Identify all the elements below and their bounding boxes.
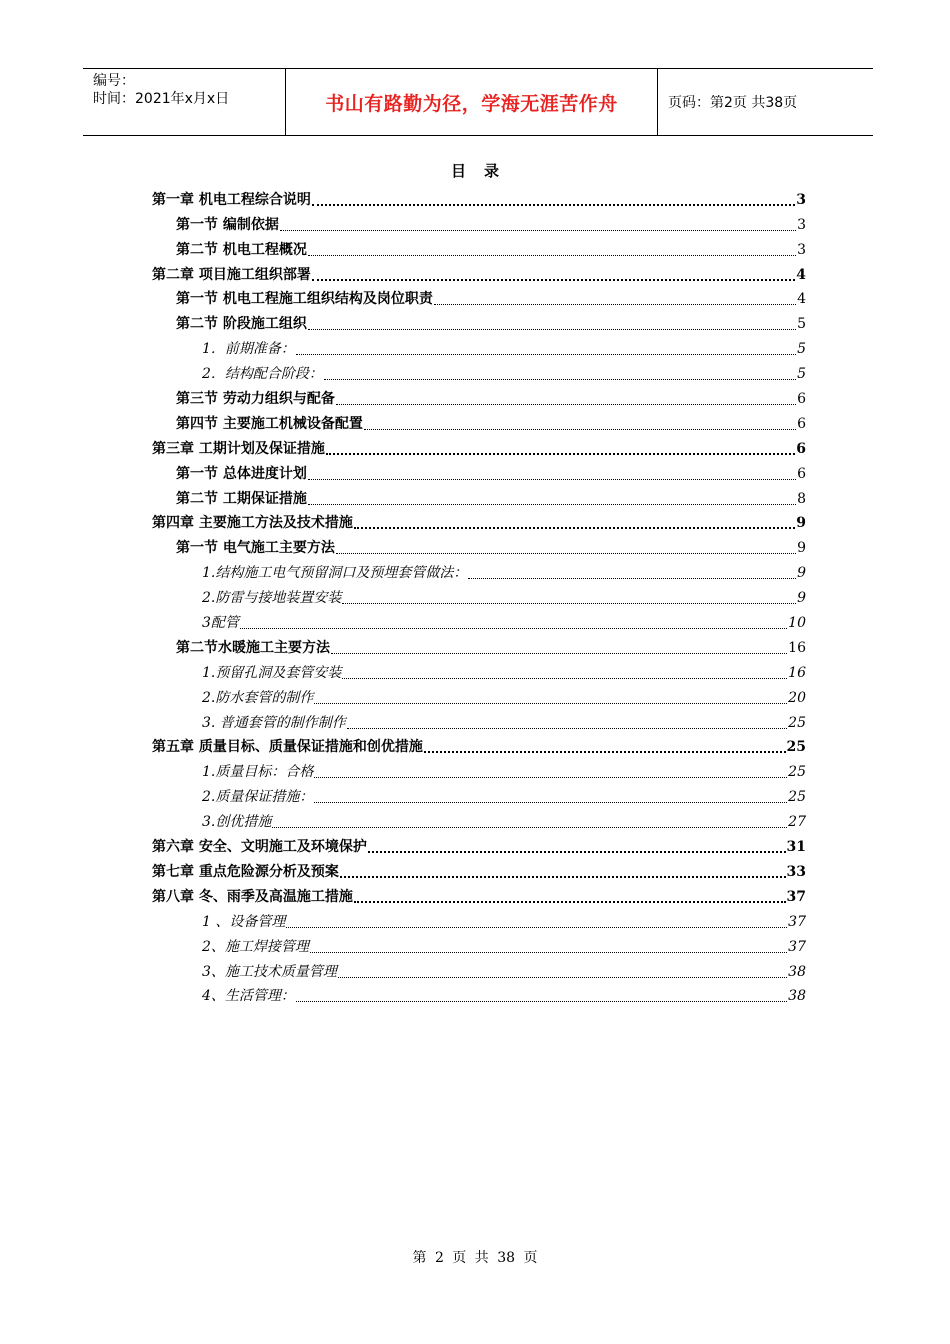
toc-entry-page: 16 bbox=[788, 664, 806, 681]
toc-entry[interactable] bbox=[152, 582, 806, 607]
toc-leader-dots bbox=[324, 378, 796, 380]
toc-leader-dots bbox=[424, 750, 786, 753]
toc-leader-dots bbox=[308, 254, 796, 256]
toc-entry-page: 20 bbox=[788, 689, 806, 706]
toc-entry-label: 第五章 质量目标、质量保证措施和创优措施 bbox=[152, 739, 423, 756]
toc-leader-dots bbox=[308, 503, 796, 505]
toc-entry-label: 第四节 主要施工机械设备配置 bbox=[176, 415, 363, 432]
toc-entry[interactable] bbox=[152, 981, 806, 1006]
toc-leader-dots bbox=[368, 850, 786, 853]
toc-leader-dots bbox=[342, 602, 796, 604]
toc-entry[interactable] bbox=[152, 308, 806, 333]
toc-entry-label: 第六章 安全、文明施工及环境保护 bbox=[152, 839, 367, 856]
toc-entry-page: 5 bbox=[797, 316, 806, 333]
header-meta bbox=[83, 69, 285, 135]
toc-entry[interactable] bbox=[152, 259, 806, 284]
toc-entry-page: 25 bbox=[788, 764, 806, 781]
toc-leader-dots bbox=[336, 552, 796, 554]
toc-entry-label: 第二节 工期保证措施 bbox=[176, 490, 307, 507]
toc-leader-dots bbox=[296, 1000, 787, 1002]
toc-entry[interactable] bbox=[152, 532, 806, 557]
toc-entry[interactable] bbox=[152, 607, 806, 632]
toc-leader-dots bbox=[286, 926, 787, 928]
toc-entry-label: 第二章 项目施工组织部署 bbox=[152, 266, 311, 283]
toc-entry-page: 6 bbox=[797, 391, 806, 408]
toc-entry[interactable] bbox=[152, 931, 806, 956]
header-number-label: 编号： bbox=[93, 73, 135, 89]
toc-entry-page: 4 bbox=[797, 291, 806, 308]
toc-entry[interactable] bbox=[152, 483, 806, 508]
toc-entry-label: 第三节 劳动力组织与配备 bbox=[176, 391, 335, 408]
toc-entry[interactable] bbox=[152, 383, 806, 408]
toc-leader-dots bbox=[347, 727, 787, 729]
toc-leader-dots bbox=[280, 229, 796, 231]
toc-entry-label: 第二节 阶段施工组织 bbox=[176, 316, 307, 333]
toc-entry[interactable] bbox=[152, 682, 806, 707]
toc-entry-page: 25 bbox=[786, 739, 806, 756]
toc-entry-page: 3 bbox=[796, 191, 806, 208]
toc-entry-label: 第一节 机电工程施工组织结构及岗位职责 bbox=[176, 291, 433, 308]
toc-entry-page: 6 bbox=[796, 440, 806, 457]
toc-entry-page: 33 bbox=[786, 863, 806, 880]
toc-entry-label: 第二节 机电工程概况 bbox=[176, 241, 307, 258]
toc-entry-label: 2.防雷与接地装置安装 bbox=[202, 590, 342, 607]
toc-leader-dots bbox=[326, 452, 795, 455]
toc-entry[interactable] bbox=[152, 956, 806, 981]
toc-entry-page: 25 bbox=[788, 714, 806, 731]
toc-leader-dots bbox=[312, 203, 795, 206]
toc-entry-page: 6 bbox=[797, 415, 806, 432]
toc-entry[interactable] bbox=[152, 657, 806, 682]
toc-entry[interactable] bbox=[152, 856, 806, 881]
toc-entry-page: 8 bbox=[797, 490, 806, 507]
header-motto: 书山有路勤为径，学海无涯苦作舟 bbox=[285, 69, 658, 135]
toc-entry-page: 3 bbox=[797, 241, 806, 258]
toc-leader-dots bbox=[331, 652, 787, 654]
toc-leader-dots bbox=[296, 353, 796, 355]
header-page-label: 页码：第2页 共38页 bbox=[668, 95, 798, 111]
toc-entry-label: 第二节水暖施工主要方法 bbox=[176, 639, 330, 656]
toc-entry-page: 37 bbox=[788, 913, 806, 930]
toc-entry[interactable] bbox=[152, 508, 806, 533]
toc-entry[interactable] bbox=[152, 632, 806, 657]
toc-entry[interactable] bbox=[152, 433, 806, 458]
toc-leader-dots bbox=[272, 826, 787, 828]
toc-entry-label: 1.预留孔洞及套管安装 bbox=[202, 664, 342, 681]
toc-title: 目录 bbox=[450, 162, 517, 180]
toc-leader-dots bbox=[314, 801, 787, 803]
toc-entry-label: 2.质量保证措施： bbox=[202, 789, 314, 806]
toc-entry-label: 第三章 工期计划及保证措施 bbox=[152, 440, 325, 457]
toc-entry[interactable] bbox=[152, 732, 806, 757]
toc-entry[interactable] bbox=[152, 333, 806, 358]
toc-entry[interactable] bbox=[152, 209, 806, 234]
toc-entry-label: 3. 普通套管的制作制作 bbox=[202, 714, 346, 731]
toc-leader-dots bbox=[308, 328, 796, 330]
toc-entry-label: 3.创优措施 bbox=[202, 814, 272, 831]
toc-entry-page: 5 bbox=[797, 366, 806, 383]
toc-leader-dots bbox=[338, 976, 787, 978]
toc-entry[interactable] bbox=[152, 806, 806, 831]
toc-entry-label: 第一节 编制依据 bbox=[176, 216, 279, 233]
toc-entry-page: 38 bbox=[788, 988, 806, 1005]
toc-entry-label: 3配管 bbox=[202, 615, 239, 632]
toc-entry[interactable] bbox=[152, 458, 806, 483]
toc-leader-dots bbox=[240, 627, 787, 629]
header-time-label: 时间：2021年x月x日 bbox=[93, 91, 230, 107]
toc-entry[interactable] bbox=[152, 358, 806, 383]
toc-entry-page: 5 bbox=[797, 341, 806, 358]
toc-entry-page: 9 bbox=[797, 540, 806, 557]
toc-entry-page: 25 bbox=[788, 789, 806, 806]
toc-entry[interactable] bbox=[152, 906, 806, 931]
toc-entry-page: 6 bbox=[797, 465, 806, 482]
toc-leader-dots bbox=[310, 951, 787, 953]
toc-entry-label: 第一章 机电工程综合说明 bbox=[152, 191, 311, 208]
toc-leader-dots bbox=[342, 677, 787, 679]
toc-entry-label: 1.质量目标：合格 bbox=[202, 764, 314, 781]
toc-entry-label: 1 、设备管理 bbox=[202, 913, 286, 930]
toc-leader-dots bbox=[354, 900, 786, 903]
toc-leader-dots bbox=[354, 526, 795, 529]
toc-leader-dots bbox=[314, 776, 787, 778]
toc-entry-page: 37 bbox=[788, 938, 806, 955]
toc-entry-label: 3、施工技术质量管理 bbox=[202, 963, 337, 980]
table-of-contents bbox=[152, 184, 806, 1005]
toc-entry-page: 3 bbox=[797, 216, 806, 233]
page-footer: 第 2 页 共 38 页 bbox=[412, 1250, 538, 1266]
toc-leader-dots bbox=[468, 577, 796, 579]
toc-entry[interactable] bbox=[152, 284, 806, 309]
toc-leader-dots bbox=[434, 303, 796, 305]
toc-entry[interactable] bbox=[152, 756, 806, 781]
toc-entry-page: 9 bbox=[796, 515, 806, 532]
toc-entry[interactable] bbox=[152, 557, 806, 582]
toc-entry-page: 27 bbox=[788, 814, 806, 831]
toc-leader-dots bbox=[308, 478, 796, 480]
toc-leader-dots bbox=[314, 702, 787, 704]
toc-entry[interactable] bbox=[152, 707, 806, 732]
toc-entry-page: 38 bbox=[788, 963, 806, 980]
document-header bbox=[83, 68, 873, 136]
toc-entry-label: 第一节 电气施工主要方法 bbox=[176, 540, 335, 557]
toc-leader-dots bbox=[312, 278, 795, 281]
toc-entry-label: 2．结构配合阶段： bbox=[202, 366, 323, 383]
toc-entry-page: 16 bbox=[788, 639, 806, 656]
toc-entry-page: 10 bbox=[788, 615, 806, 632]
toc-entry-label: 4、生活管理： bbox=[202, 988, 295, 1005]
toc-entry[interactable] bbox=[152, 234, 806, 259]
toc-leader-dots bbox=[340, 875, 786, 878]
toc-entry-label: 2.防水套管的制作 bbox=[202, 689, 314, 706]
toc-entry[interactable] bbox=[152, 831, 806, 856]
toc-entry-label: 1.结构施工电气预留洞口及预埋套管做法： bbox=[202, 565, 468, 582]
toc-leader-dots bbox=[364, 428, 796, 430]
toc-entry-page: 9 bbox=[797, 590, 806, 607]
toc-entry-label: 第八章 冬、雨季及高温施工措施 bbox=[152, 888, 353, 905]
toc-entry-page: 37 bbox=[786, 888, 806, 905]
toc-entry[interactable] bbox=[152, 184, 806, 209]
toc-entry-label: 第一节 总体进度计划 bbox=[176, 465, 307, 482]
toc-entry[interactable] bbox=[152, 408, 806, 433]
toc-entry-page: 31 bbox=[786, 839, 806, 856]
toc-entry-label: 第四章 主要施工方法及技术措施 bbox=[152, 515, 353, 532]
toc-entry-page: 4 bbox=[796, 266, 806, 283]
toc-entry-label: 2、施工焊接管理 bbox=[202, 938, 309, 955]
toc-entry-label: 第七章 重点危险源分析及预案 bbox=[152, 863, 339, 880]
toc-entry[interactable] bbox=[152, 881, 806, 906]
toc-entry-label: 1．前期准备： bbox=[202, 341, 295, 358]
toc-leader-dots bbox=[336, 403, 796, 405]
toc-entry-page: 9 bbox=[797, 565, 806, 582]
toc-entry[interactable] bbox=[152, 781, 806, 806]
